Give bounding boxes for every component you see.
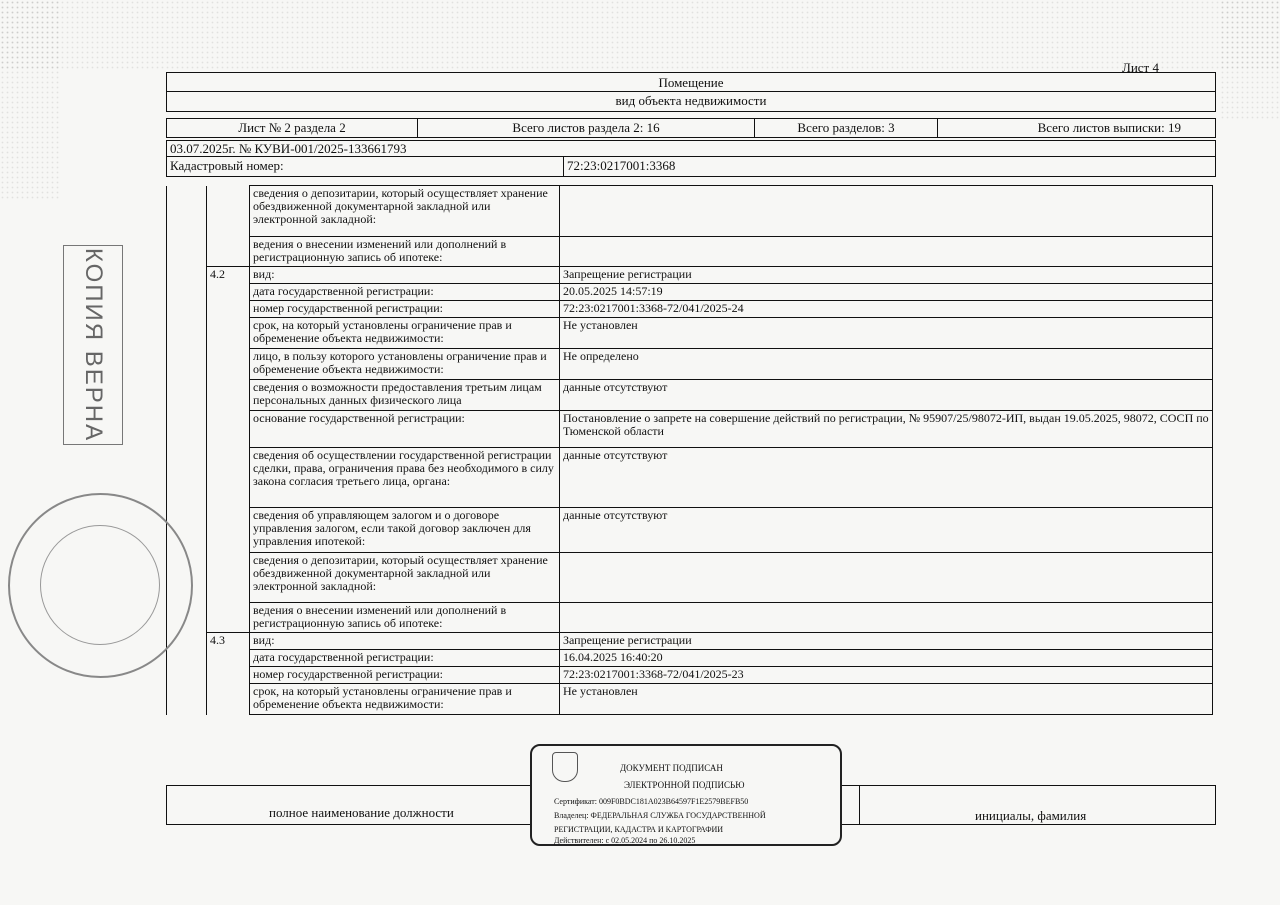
table-row (167, 553, 1213, 603)
object-type-caption: вид объекта недвижимости (615, 93, 767, 108)
field-label: номер государственной регистрации: (250, 667, 560, 684)
margin-cell (167, 284, 207, 301)
field-label: срок, на который установлены ограничение прав и обременение объекта недвижимости: (250, 318, 560, 349)
margin-cell (167, 650, 207, 667)
e-signature-stamp (530, 744, 842, 846)
name-cell (859, 786, 1216, 824)
field-value (560, 553, 1213, 603)
field-value: 20.05.2025 14:57:19 (560, 284, 1213, 301)
margin-cell (167, 237, 207, 267)
field-value: 16.04.2025 16:40:20 (560, 650, 1213, 667)
field-value: данные отсутствуют (560, 448, 1213, 508)
field-label: срок, на который установлены ограничение прав и обременение объекта недвижимости: (250, 684, 560, 715)
date-number-row (166, 140, 1216, 157)
field-label: дата государственной регистрации: (250, 284, 560, 301)
stamp-title-2: ЭЛЕКТРОННОЙ ПОДПИСЬЮ (624, 780, 745, 790)
field-value: данные отсутствуют (560, 380, 1213, 411)
cadastral-label: Кадастровый номер: (167, 157, 564, 176)
table-row (167, 267, 1213, 284)
item-number (207, 301, 250, 318)
table-row (167, 411, 1213, 448)
item-number (207, 411, 250, 448)
item-number (207, 448, 250, 508)
field-label: сведения о возможности предоставления третьим лицам персональных данных физического лица (250, 380, 560, 411)
stamp-certificate: Сертификат: 009F0BDC181A023B64597F1E2579BEFB50 (554, 797, 749, 806)
field-value: Запрещение регистрации (560, 633, 1213, 650)
sheet-label: Лист 4 (1122, 60, 1159, 75)
field-label: ведения о внесении изменений или дополнений в регистрационную запись об ипотеке: (250, 237, 560, 267)
field-value: Запрещение регистрации (560, 267, 1213, 284)
field-value: 72:23:0217001:3368-72/041/2025-24 (560, 301, 1213, 318)
position-caption: полное наименование должности (269, 805, 454, 820)
sheet-info-row (166, 118, 1216, 138)
field-value: Не определено (560, 349, 1213, 380)
table-row (167, 318, 1213, 349)
scan-noise-top (0, 0, 1280, 70)
total-sections: Всего разделов: 3 (755, 119, 938, 137)
scan-noise-right (1220, 0, 1280, 120)
position-cell (166, 786, 532, 824)
table-row (167, 448, 1213, 508)
total-extract-sheets: Всего листов выписки: 19 (1037, 120, 1181, 135)
table-row (167, 633, 1213, 650)
item-number (207, 553, 250, 603)
field-label: вид: (250, 633, 560, 650)
field-value: Не установлен (560, 684, 1213, 715)
object-type: Помещение (658, 75, 724, 90)
table-row (167, 667, 1213, 684)
item-number (207, 667, 250, 684)
table-row (167, 237, 1213, 267)
field-label: сведения об осуществлении государственной регистрации сделки, права, ограничения права без необходимого в силу закона согласия третьего лица, органа: (250, 448, 560, 508)
item-number (207, 684, 250, 715)
field-value (560, 186, 1213, 237)
extract-date-number: 03.07.2025г. № КУВИ-001/2025-133661793 (170, 141, 407, 156)
table-row (167, 301, 1213, 318)
item-number (207, 650, 250, 667)
field-value (560, 237, 1213, 267)
item-number (207, 380, 250, 411)
object-type-row (166, 72, 1216, 92)
field-label: сведения о депозитарии, который осуществляет хранение обездвиженной документарной закладной или электронной закладной: (250, 186, 560, 237)
field-label: сведения об управляющем залогом и о договоре управления залогом, если такой договор заключен для управления ипотекой: (250, 508, 560, 553)
field-value: Постановление о запрете на совершение действий по регистрации, № 95907/25/98072-ИП, выдан 19.05.2025, 98072, СОСП по Тюменской области (560, 411, 1213, 448)
item-number (207, 349, 250, 380)
margin-cell (167, 411, 207, 448)
table-row (167, 650, 1213, 667)
field-value: данные отсутствуют (560, 508, 1213, 553)
copy-verified-text: КОПИЯ ВЕРНА (80, 247, 107, 443)
item-number (207, 508, 250, 553)
total-section-sheets: Всего листов раздела 2: 16 (418, 119, 755, 137)
field-value (560, 603, 1213, 633)
table-row (167, 380, 1213, 411)
scan-noise-left (0, 0, 60, 200)
margin-cell (167, 684, 207, 715)
field-label: вид: (250, 267, 560, 284)
table-row (167, 284, 1213, 301)
item-number (207, 186, 250, 237)
margin-cell (167, 301, 207, 318)
round-seal-emblem (40, 525, 160, 645)
stamp-title-1: ДОКУМЕНТ ПОДПИСАН (620, 763, 723, 773)
cadastral-number: 72:23:0217001:3368 (567, 158, 676, 173)
sheet-number: Лист № 2 раздела 2 (167, 119, 418, 137)
item-number: 4.3 (207, 633, 250, 650)
object-type-caption-row (166, 92, 1216, 112)
copy-verified-stamp (63, 245, 123, 445)
field-value: Не установлен (560, 318, 1213, 349)
stamp-owner-2: РЕГИСТРАЦИИ, КАДАСТРА И КАРТОГРАФИИ (554, 825, 724, 834)
stamp-validity: Действителен: с 02.05.2024 по 26.10.2025 (554, 836, 696, 845)
encumbrance-table (166, 185, 1213, 715)
margin-cell (167, 349, 207, 380)
item-number: 4.2 (207, 267, 250, 284)
margin-cell (167, 186, 207, 237)
field-label: дата государственной регистрации: (250, 650, 560, 667)
emblem-icon (552, 752, 578, 782)
table-row (167, 349, 1213, 380)
field-value: 72:23:0217001:3368-72/041/2025-23 (560, 667, 1213, 684)
field-label: номер государственной регистрации: (250, 301, 560, 318)
cadastral-row (166, 157, 1216, 177)
margin-cell (167, 448, 207, 508)
table-row (167, 186, 1213, 237)
field-label: ведения о внесении изменений или дополнений в регистрационную запись об ипотеке: (250, 603, 560, 633)
field-label: сведения о депозитарии, который осуществляет хранение обездвиженной документарной закладной или электронной закладной: (250, 553, 560, 603)
field-label: основание государственной регистрации: (250, 411, 560, 448)
item-number (207, 318, 250, 349)
item-number (207, 603, 250, 633)
field-label: лицо, в пользу которого установлены ограничение прав и обременение объекта недвижимости: (250, 349, 560, 380)
table-row (167, 603, 1213, 633)
margin-cell (167, 667, 207, 684)
stamp-owner-1: Владелец: ФЕДЕРАЛЬНАЯ СЛУЖБА ГОСУДАРСТВЕННОЙ (554, 811, 766, 820)
item-number (207, 237, 250, 267)
table-row (167, 508, 1213, 553)
margin-cell (167, 318, 207, 349)
table-row (167, 684, 1213, 715)
margin-cell (167, 380, 207, 411)
name-caption: инициалы, фамилия (975, 808, 1087, 823)
margin-cell (167, 267, 207, 284)
item-number (207, 284, 250, 301)
